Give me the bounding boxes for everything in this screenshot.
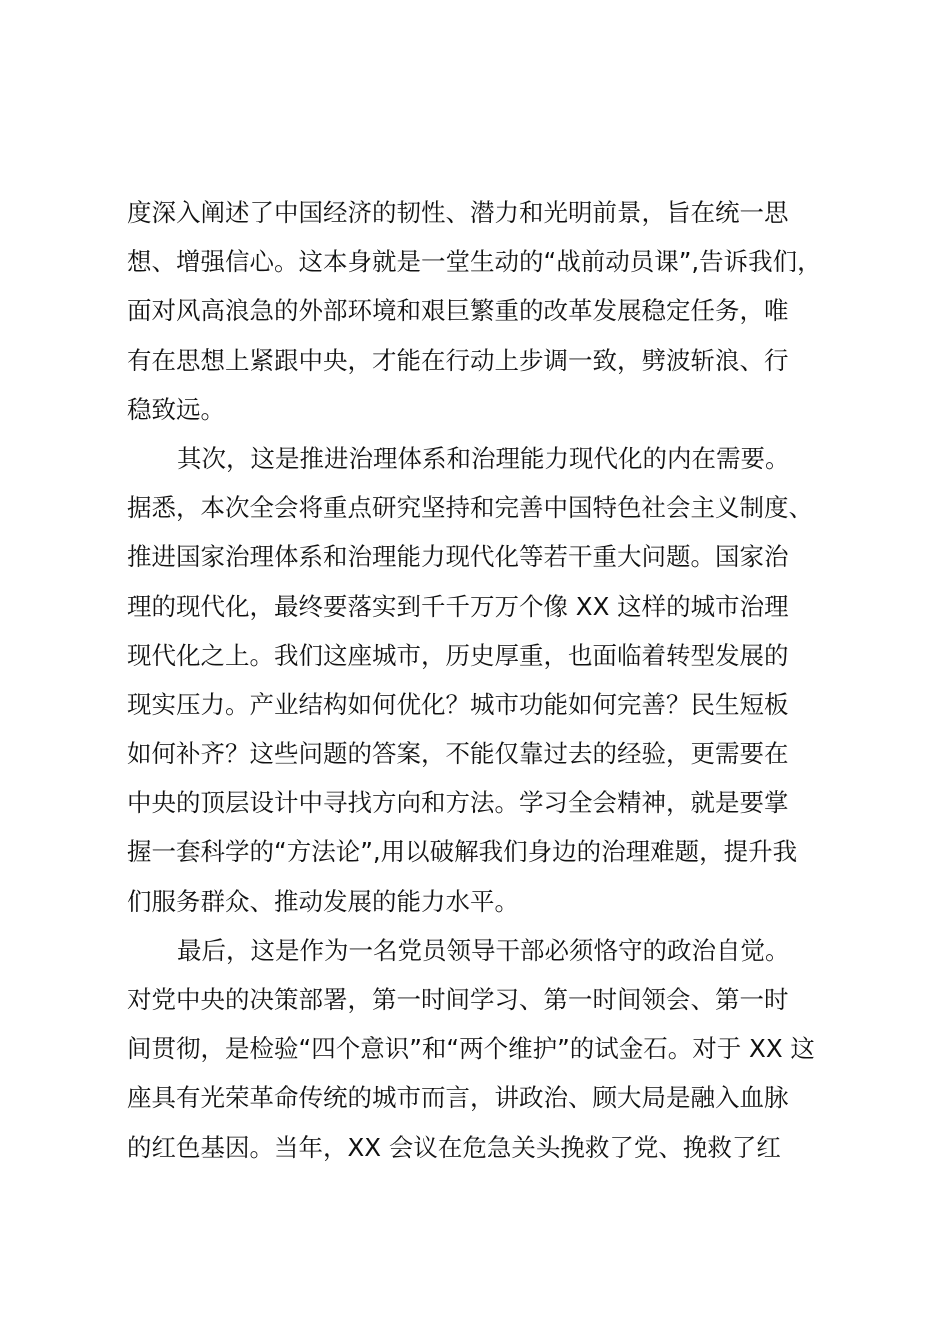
text-line: 间贯彻，是检验“四个意识”和“两个维护”的试金石。对于 XX 这 bbox=[127, 1034, 815, 1064]
text-line: 握一套科学的“方法论”,用以破解我们身边的治理难题，提升我 bbox=[127, 837, 798, 867]
text-line: 座具有光荣革命传统的城市而言，讲政治、顾大局是融入血脉 bbox=[127, 1083, 789, 1113]
text-line: 度深入阐述了中国经济的韧性、潜力和光明前景，旨在统一思 bbox=[127, 198, 789, 227]
text-line: 现代化之上。我们这座城市，历史厚重，也面临着转型发展的 bbox=[127, 640, 789, 670]
text-line: 稳致远。 bbox=[127, 394, 225, 424]
paragraph-start-line: 最后，这是作为一名党员领导干部必须恪守的政治自觉。 bbox=[177, 935, 790, 965]
text-line: 推进国家治理体系和治理能力现代化等若干重大问题。国家治 bbox=[127, 542, 789, 572]
text-line: 如何补齐？这些问题的答案，不能仅靠过去的经验，更需要在 bbox=[127, 739, 789, 769]
paragraph-start-line: 其次，这是推进治理体系和治理能力现代化的内在需要。 bbox=[177, 443, 790, 473]
text-line: 理的现代化，最终要落实到千千万万个像 XX 这样的城市治理 bbox=[127, 591, 789, 621]
body-text bbox=[127, 188, 827, 1172]
text-line: 中央的顶层设计中寻找方向和方法。学习全会精神，就是要掌 bbox=[127, 788, 789, 818]
text-line: 面对风高浪急的外部环境和艰巨繁重的改革发展稳定任务，唯 bbox=[127, 296, 789, 326]
text-line: 据悉，本次全会将重点研究坚持和完善中国特色社会主义制度、 bbox=[127, 493, 813, 523]
text-line: 现实压力。产业结构如何优化？城市功能如何完善？民生短板 bbox=[127, 689, 789, 719]
text-line: 有在思想上紧跟中央，才能在行动上步调一致，劈波斩浪、行 bbox=[127, 345, 789, 375]
text-line: 的红色基因。当年，XX 会议在危急关头挽救了党、挽救了红 bbox=[127, 1132, 781, 1162]
text-line: 想、增强信心。这本身就是一堂生动的“战前动员课”,告诉我们， bbox=[127, 247, 822, 277]
text-line: 对党中央的决策部署，第一时间学习、第一时间领会、第一时 bbox=[127, 985, 789, 1014]
text-line: 们服务群众、推动发展的能力水平。 bbox=[127, 886, 519, 916]
